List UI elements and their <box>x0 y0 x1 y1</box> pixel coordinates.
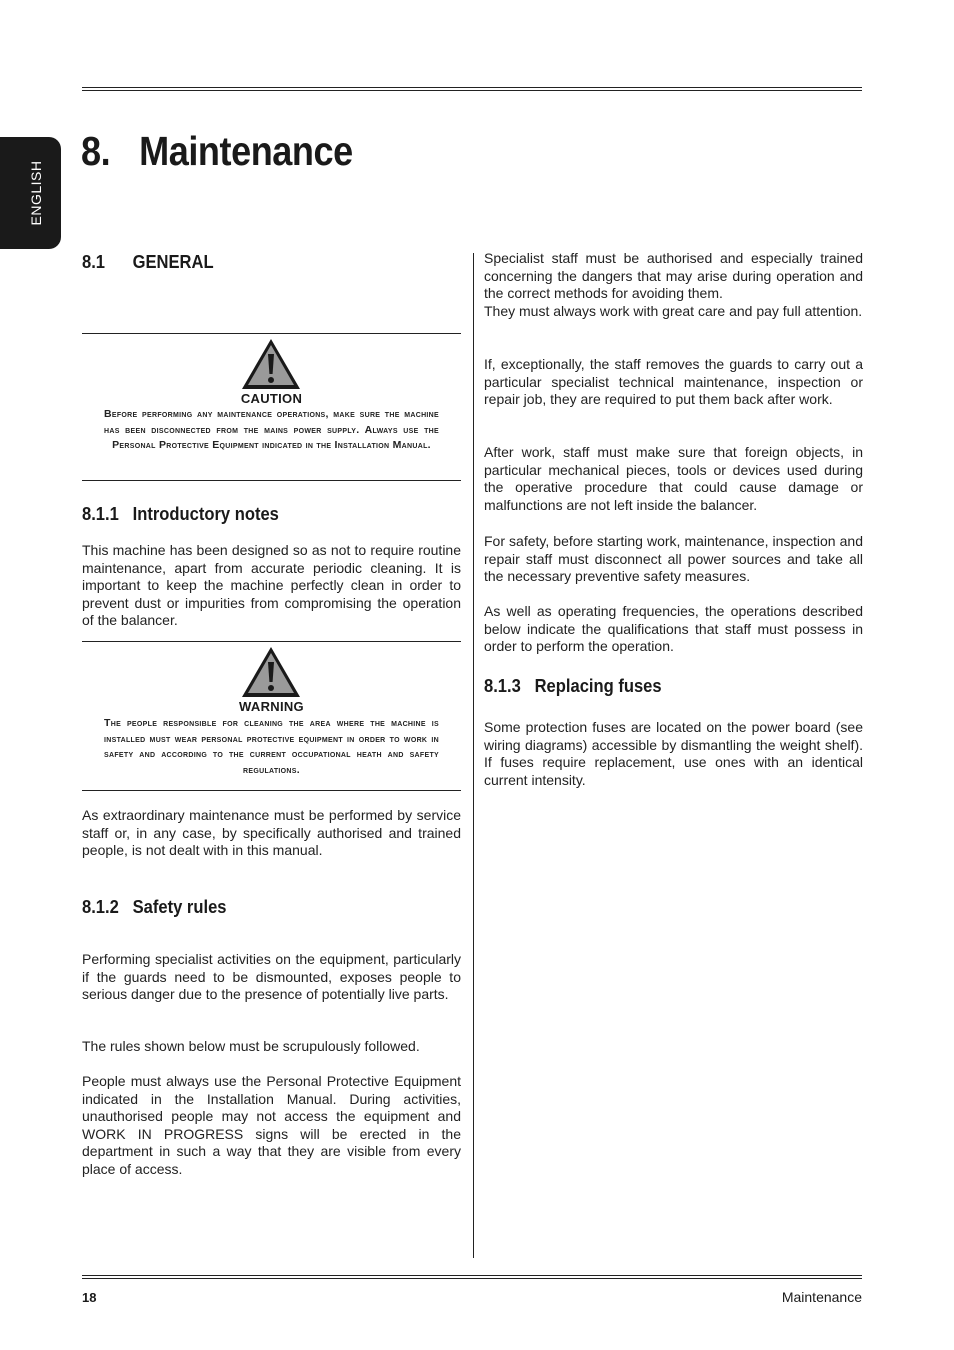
extraordinary-maintenance-paragraph: As extraordinary maintenance must be performed by service staff or, in any case, by specifically authorised and trained people, is not dealt with in this manual. <box>82 807 461 858</box>
section-number: 8.1.1 <box>82 504 119 524</box>
footer-section-title: Maintenance <box>781 1289 862 1305</box>
chapter-title <box>81 128 353 175</box>
language-tab-label: ENGLISH <box>28 160 44 226</box>
section-number: 8.1 <box>82 252 106 272</box>
section-number: 8.1.2 <box>82 897 119 917</box>
fuses-paragraph: Some protection fuses are located on the power board (see wiring diagrams) accessible by dismantling the weight shelf). If fuses require replacement, use ones with an identical current intensity. <box>484 719 863 788</box>
section-title: GENERAL <box>132 252 214 272</box>
section-number: 8.1.3 <box>484 676 521 696</box>
footer-rule <box>82 1275 862 1279</box>
caution-box <box>82 333 461 481</box>
chapter-number: 8. <box>81 128 111 174</box>
right-paragraph-5: As well as operating frequencies, the operations described below indicate the qualifications that staff must possess in order to perform the operation. <box>484 603 863 654</box>
warning-box <box>82 641 461 791</box>
section-heading-general <box>82 252 214 273</box>
section-heading-safety <box>82 897 226 918</box>
intro-paragraph: This machine has been designed so as not to require routine maintenance, apart from accurate periodic cleaning. It is important to keep the machine perfectly clean in order to prevent dust or impurities from compromising the operation of the balancer. <box>82 542 461 628</box>
section-heading-fuses <box>484 676 662 697</box>
chapter-title-text: Maintenance <box>139 128 353 174</box>
safety-paragraph-2: The rules shown below must be scrupulously followed. <box>82 1038 420 1054</box>
right-paragraph-3: After work, staff must make sure that foreign objects, in particular mechanical pieces, tools or devices used during the operative procedure that could cause damage or malfunctions are not left inside the balancer. <box>484 444 863 513</box>
warning-triangle-icon <box>240 337 302 391</box>
caution-text: Before performing any maintenance operations, make sure the machine has been disconnected from the mains power supply. Always use the Personal Protective Equipment indicated in the Installation Manual. <box>104 408 439 451</box>
section-title: Introductory notes <box>132 504 279 524</box>
section-title: Replacing fuses <box>534 676 662 696</box>
header-rule <box>82 87 862 91</box>
safety-paragraph-3: People must always use the Personal Protective Equipment indicated in the Installation Manual. During activities, unauthorised people may not access the equipment and WORK IN PROGRESS signs will be erected in the department in such a way that they are visible from every place of access. <box>82 1073 461 1177</box>
section-heading-intro <box>82 504 279 525</box>
caution-label: CAUTION <box>240 391 303 406</box>
right-paragraph-1: Specialist staff must be authorised and especially trained concerning the dangers that may arise during operation and the correct methods for avoiding them. <box>484 250 863 301</box>
page-number: 18 <box>82 1290 97 1305</box>
section-title: Safety rules <box>132 897 227 917</box>
right-paragraph-2: If, exceptionally, the staff removes the guards to carry out a particular specialist technical maintenance, inspection or repair job, they are required to put them back after work. <box>484 356 863 407</box>
warning-label: WARNING <box>239 699 304 714</box>
column-divider <box>473 253 474 1258</box>
warning-triangle-icon <box>240 645 302 699</box>
right-paragraph-4: For safety, before starting work, maintenance, inspection and repair staff must disconnect all power sources and take all the necessary preventive safety measures. <box>484 533 863 584</box>
warning-text: The people responsible for cleaning the area where the machine is installed must wear personal protective equipment in order to work in safety and according to the current occupational heath and safety regulations. <box>104 717 439 776</box>
right-paragraph-1b: They must always work with great care and pay full attention. <box>484 303 863 319</box>
safety-paragraph-1: Performing specialist activities on the equipment, particularly if the guards need to be dismounted, exposes people to serious danger due to the presence of potentially live parts. <box>82 951 461 1002</box>
